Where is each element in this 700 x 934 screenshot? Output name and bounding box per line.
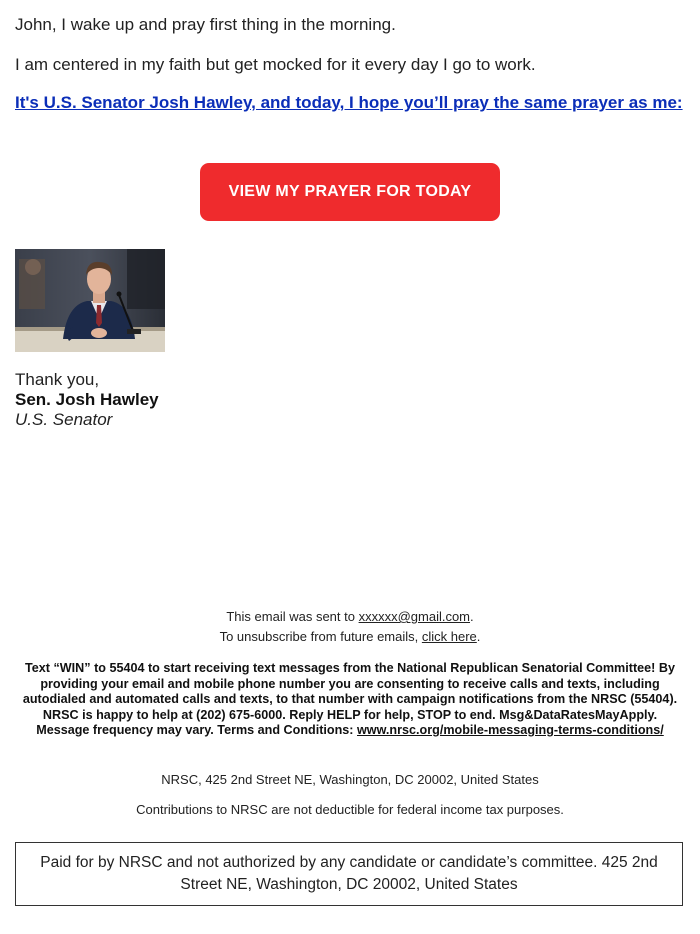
sms-text: Text “WIN” to 55404 to start receiving text messages from the National Republican Senatorial Committee! By providing your email and mobile phone number you are consenting to receive calls and texts, including autodialed and automated calls and texts, to that number with campaign notifications from the NRSC (55404). NRSC is happy to help at (202) 675-6000. Reply HELP for help, STOP to end. Msg&DataRatesMayApply. Message frequency may vary. Terms and Conditions: — [22, 661, 678, 737]
footer-sent-info — [0, 607, 700, 647]
sms-disclaimer — [15, 661, 685, 739]
closing-text: Thank you, — [15, 370, 100, 389]
mailing-address: NRSC, 425 2nd Street NE, Washington, DC 20002, United States — [161, 772, 539, 787]
view-prayer-button[interactable]: VIEW MY PRAYER FOR TODAY — [200, 163, 500, 221]
unsubscribe-line — [0, 627, 700, 647]
sms-terms-link[interactable]: www.nrsc.org/mobile-messaging-terms-conditions/ — [357, 723, 664, 737]
signature-title: U.S. Senator — [15, 410, 113, 429]
sent-prefix: This email was sent to — [226, 609, 359, 624]
unsubscribe-link[interactable]: click here — [421, 629, 477, 644]
contributions-notice: Contributions to NRSC are not deductible for federal income tax purposes. — [136, 802, 564, 817]
senator-photo — [15, 249, 165, 352]
headline-link[interactable]: It's U.S. Senator Josh Hawley, and today, I hope you’ll pray the same prayer as me: — [15, 93, 683, 112]
paid-for-text: Paid for by NRSC and not authorized by any candidate or candidate’s committee. 425 2nd Street NE, Washington, DC 20002, United States — [40, 854, 658, 893]
senator-photo-illustration — [15, 249, 165, 352]
sent-to-line — [0, 607, 700, 627]
greeting-line: John, I wake up and pray first thing in the morning. — [15, 15, 396, 34]
unsub-suffix: . — [476, 629, 481, 644]
signature-block — [15, 370, 159, 430]
signature-name: Sen. Josh Hawley — [15, 390, 159, 409]
unsub-prefix: To unsubscribe from future emails, — [219, 629, 422, 644]
second-line: I am centered in my faith but get mocked for it every day I go to work. — [15, 55, 536, 74]
recipient-email-link[interactable]: xxxxxx@gmail.com — [358, 609, 471, 624]
paid-for-box — [15, 842, 683, 906]
sent-suffix: . — [470, 609, 474, 624]
